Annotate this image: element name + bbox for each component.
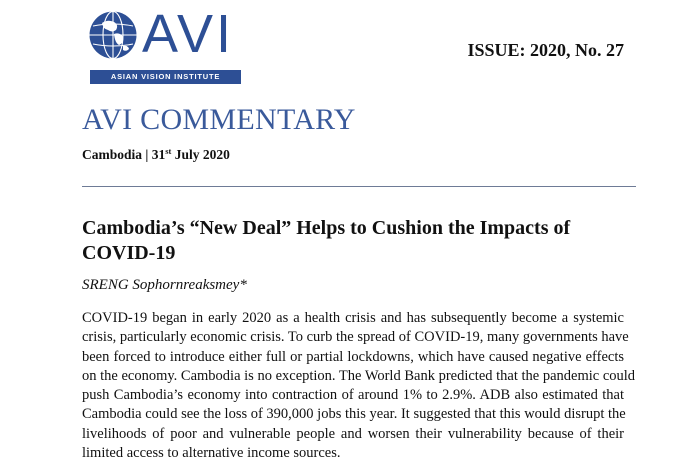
logo-wordmark: AVI	[142, 4, 235, 64]
article-body	[82, 309, 636, 463]
dateline-month-year: July 2020	[171, 147, 230, 162]
avi-logo	[88, 4, 243, 82]
body-line: Cambodia could see the loss of 390,000 jobs this year. It suggested that this would disrupt the	[82, 406, 626, 423]
logo-tagline: ASIAN VISION INSTITUTE	[90, 70, 241, 84]
article-title: Cambodia’s “New Deal” Helps to Cushion the Impacts of COVID-19	[82, 217, 571, 264]
dateline	[82, 147, 230, 163]
body-line: on the economy. Cambodia is no exception. The World Bank predicted that the pandemic could	[82, 367, 636, 384]
issue-number: ISSUE: 2020, No. 27	[467, 40, 624, 60]
body-line: COVID-19 began in early 2020 as a health crisis and has subsequently become a systemic	[82, 310, 624, 326]
body-line: limited access to alternative income sources.	[82, 445, 341, 462]
publication-title: AVI COMMENTARY	[82, 103, 356, 136]
body-line: livelihoods of poor and vulnerable people and worsen their vulnerability because of their	[82, 425, 624, 442]
body-line: push Cambodia’s economy into contraction of around 1% to 2.9%. ADB also estimated that	[82, 387, 624, 404]
body-line: been forced to introduce either full or partial lockdowns, which have caused negative effects	[82, 348, 624, 365]
body-line: crisis, particularly economic crisis. To curb the spread of COVID-19, many governments have	[82, 329, 629, 346]
dateline-country-day: Cambodia | 31	[82, 147, 166, 162]
author-name: SRENG Sophornreaksmey*	[82, 277, 247, 293]
globe-icon	[88, 10, 138, 60]
divider	[82, 186, 636, 187]
date-suffix: st	[165, 146, 172, 156]
